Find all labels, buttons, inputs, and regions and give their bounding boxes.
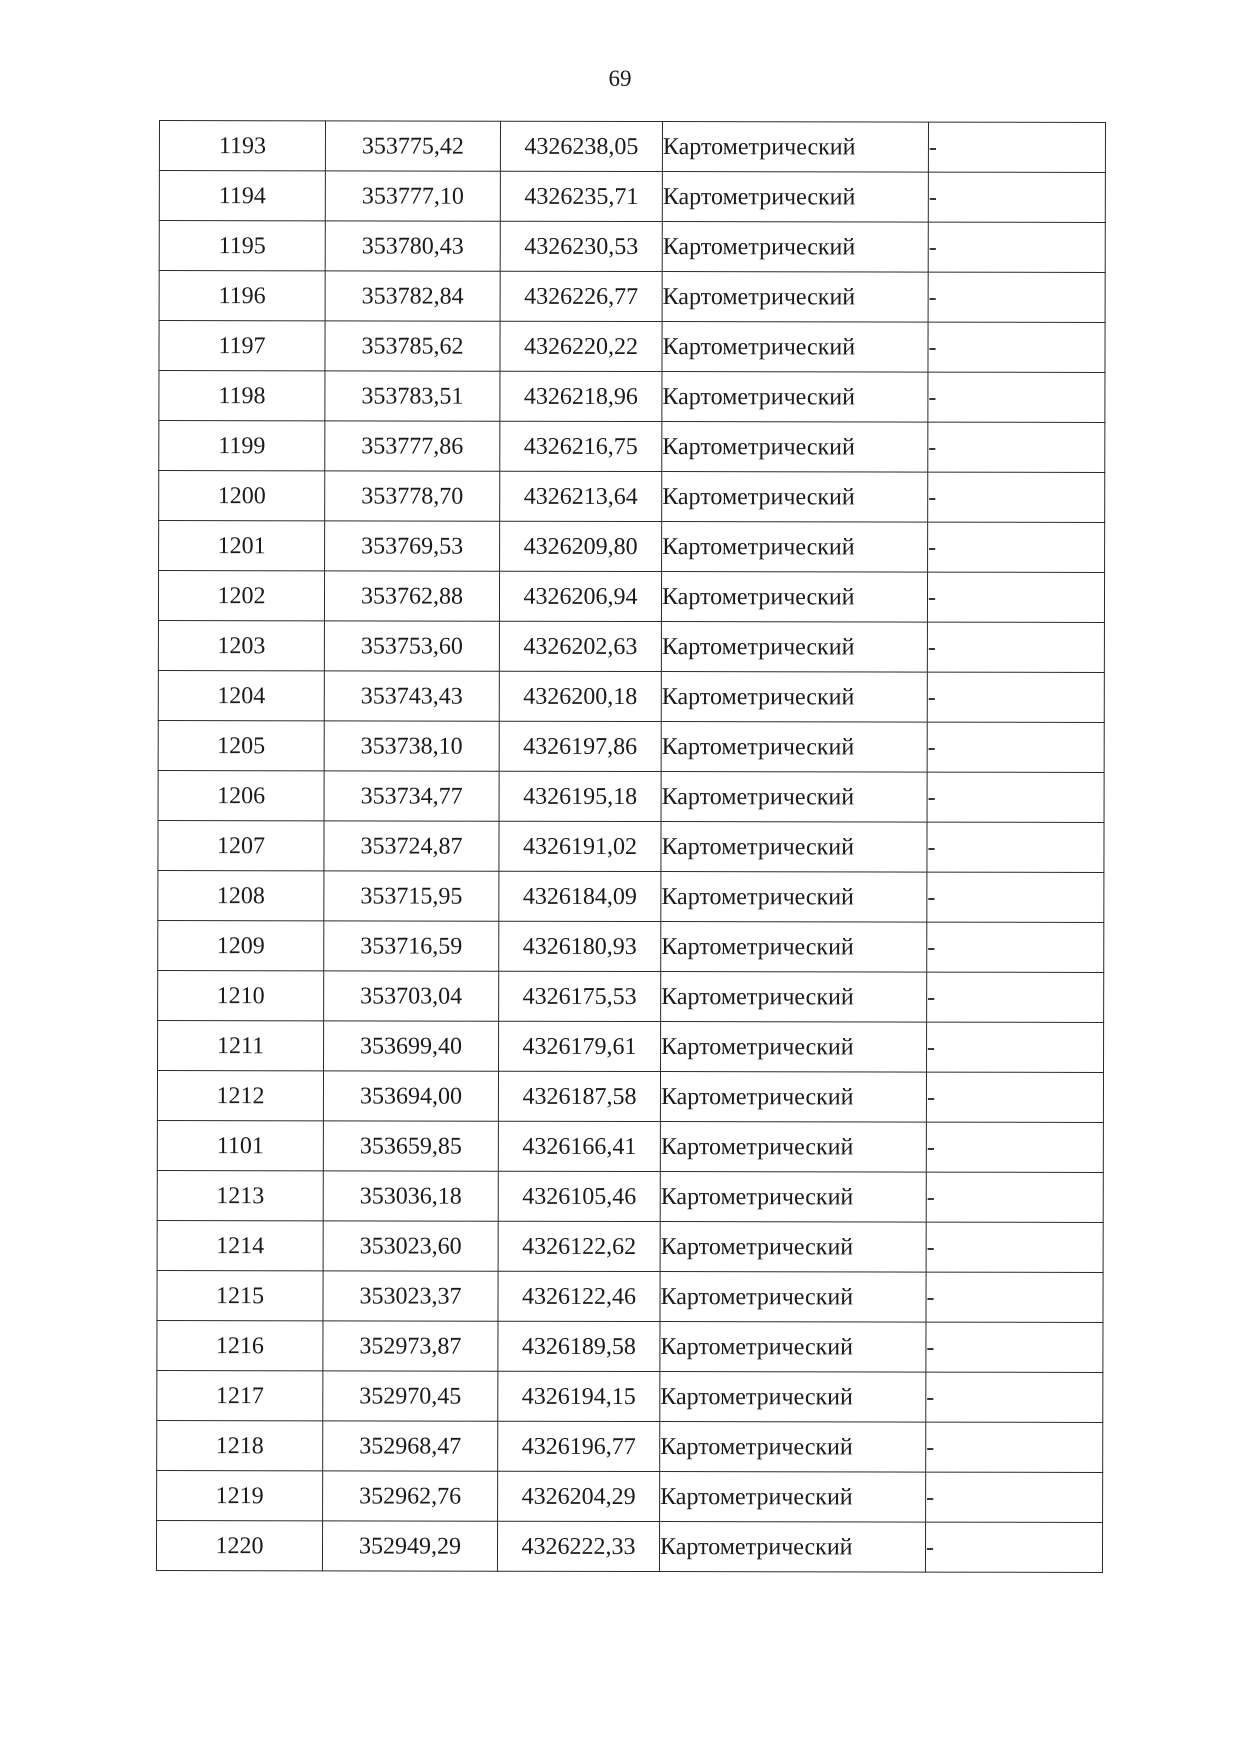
method-cell: Картометрический xyxy=(660,1072,926,1123)
x-coordinate-cell: 353769,53 xyxy=(325,521,500,571)
table-row xyxy=(159,171,1105,223)
method-cell: Картометрический xyxy=(660,1272,926,1323)
note-cell: - xyxy=(927,622,1104,672)
note-cell: - xyxy=(927,872,1104,922)
note-cell: - xyxy=(928,322,1105,372)
table-row xyxy=(159,421,1105,473)
point-number-cell: 1215 xyxy=(157,1270,323,1320)
note-cell: - xyxy=(925,1522,1102,1572)
x-coordinate-cell: 353036,18 xyxy=(323,1171,498,1221)
note-cell: - xyxy=(928,372,1105,422)
note-cell: - xyxy=(927,1022,1104,1072)
y-coordinate-cell: 4326213,64 xyxy=(500,471,662,521)
point-number-cell: 1211 xyxy=(158,1020,324,1070)
point-number-cell: 1206 xyxy=(158,770,324,820)
y-coordinate-cell: 4326122,62 xyxy=(498,1221,660,1271)
point-number-cell: 1101 xyxy=(157,1120,323,1170)
table-row xyxy=(157,1220,1103,1272)
note-cell: - xyxy=(927,672,1104,722)
method-cell: Картометрический xyxy=(662,122,928,173)
method-cell: Картометрический xyxy=(661,822,927,873)
note-cell: - xyxy=(928,222,1105,272)
method-cell: Картометрический xyxy=(662,272,928,323)
method-cell: Картометрический xyxy=(661,622,927,673)
note-cell: - xyxy=(926,1372,1103,1422)
point-number-cell: 1209 xyxy=(158,920,324,970)
method-cell: Картометрический xyxy=(660,1372,926,1423)
y-coordinate-cell: 4326197,86 xyxy=(499,721,661,771)
y-coordinate-cell: 4326166,41 xyxy=(498,1121,660,1171)
point-number-cell: 1201 xyxy=(159,521,325,571)
note-cell: - xyxy=(928,422,1105,472)
method-cell: Картометрический xyxy=(661,1022,927,1073)
table-row xyxy=(159,321,1105,373)
point-number-cell: 1214 xyxy=(157,1220,323,1270)
x-coordinate-cell: 353738,10 xyxy=(324,721,499,771)
note-cell: - xyxy=(927,772,1104,822)
point-number-cell: 1202 xyxy=(158,571,324,621)
method-cell: Картометрический xyxy=(660,1322,926,1373)
method-cell: Картометрический xyxy=(661,772,927,823)
point-number-cell: 1216 xyxy=(157,1320,323,1370)
point-number-cell: 1204 xyxy=(158,670,324,720)
y-coordinate-cell: 4326220,22 xyxy=(500,321,662,371)
y-coordinate-cell: 4326187,58 xyxy=(498,1071,660,1121)
method-cell: Картометрический xyxy=(660,1422,926,1473)
table-row xyxy=(158,770,1104,822)
y-coordinate-cell: 4326218,96 xyxy=(500,371,662,421)
note-cell: - xyxy=(926,1222,1103,1272)
x-coordinate-cell: 352973,87 xyxy=(323,1321,498,1371)
x-coordinate-cell: 352970,45 xyxy=(323,1371,498,1421)
method-cell: Картометрический xyxy=(661,872,927,923)
table-row xyxy=(158,870,1104,922)
point-number-cell: 1200 xyxy=(159,471,325,521)
note-cell: - xyxy=(926,1422,1103,1472)
y-coordinate-cell: 4326209,80 xyxy=(500,521,662,571)
table-row xyxy=(157,1070,1103,1122)
y-coordinate-cell: 4326216,75 xyxy=(500,421,662,471)
table-row xyxy=(159,371,1105,423)
y-coordinate-cell: 4326235,71 xyxy=(500,171,662,221)
point-number-cell: 1207 xyxy=(158,820,324,870)
table-row xyxy=(159,221,1105,273)
x-coordinate-cell: 352968,47 xyxy=(323,1421,498,1471)
y-coordinate-cell: 4326195,18 xyxy=(499,771,661,821)
page-number: 69 xyxy=(608,66,632,91)
x-coordinate-cell: 353780,43 xyxy=(325,221,500,271)
table-row xyxy=(158,820,1104,872)
point-number-cell: 1196 xyxy=(159,271,325,321)
table-row xyxy=(159,121,1105,173)
table-row xyxy=(159,271,1105,323)
method-cell: Картометрический xyxy=(662,172,928,223)
y-coordinate-cell: 4326222,33 xyxy=(497,1521,659,1571)
y-coordinate-cell: 4326238,05 xyxy=(500,121,662,171)
table-row xyxy=(158,571,1104,623)
x-coordinate-cell: 353659,85 xyxy=(323,1121,498,1171)
point-number-cell: 1205 xyxy=(158,720,324,770)
x-coordinate-cell: 353783,51 xyxy=(325,371,500,421)
method-cell: Картометрический xyxy=(661,972,927,1023)
method-cell: Картометрический xyxy=(659,1522,925,1573)
point-number-cell: 1194 xyxy=(159,171,325,221)
note-cell: - xyxy=(926,1172,1103,1222)
point-number-cell: 1208 xyxy=(158,870,324,920)
point-number-cell: 1195 xyxy=(159,221,325,271)
note-cell: - xyxy=(927,922,1104,972)
note-cell: - xyxy=(928,172,1105,222)
x-coordinate-cell: 352962,76 xyxy=(323,1471,498,1521)
method-cell: Картометрический xyxy=(662,372,928,423)
y-coordinate-cell: 4326179,61 xyxy=(499,1021,661,1071)
point-number-cell: 1217 xyxy=(157,1370,323,1420)
x-coordinate-cell: 352949,29 xyxy=(322,1521,497,1571)
note-cell: - xyxy=(926,1122,1103,1172)
method-cell: Картометрический xyxy=(662,322,928,373)
table-row xyxy=(157,1470,1103,1522)
note-cell: - xyxy=(928,522,1105,572)
x-coordinate-cell: 353724,87 xyxy=(324,821,499,871)
method-cell: Картометрический xyxy=(661,722,927,773)
method-cell: Картометрический xyxy=(662,472,928,523)
point-number-cell: 1203 xyxy=(158,620,324,670)
table-row xyxy=(157,1370,1103,1422)
table-row xyxy=(158,620,1104,672)
method-cell: Картометрический xyxy=(662,422,928,473)
x-coordinate-cell: 353703,04 xyxy=(324,971,499,1021)
table-row xyxy=(159,471,1105,523)
coordinates-table-body xyxy=(156,121,1105,1573)
note-cell: - xyxy=(927,822,1104,872)
point-number-cell: 1212 xyxy=(157,1070,323,1120)
method-cell: Картометрический xyxy=(661,672,927,723)
point-number-cell: 1197 xyxy=(159,321,325,371)
table-row xyxy=(157,1320,1103,1372)
method-cell: Картометрический xyxy=(662,522,928,573)
x-coordinate-cell: 353785,62 xyxy=(325,321,500,371)
x-coordinate-cell: 353743,43 xyxy=(324,671,499,721)
y-coordinate-cell: 4326194,15 xyxy=(498,1371,660,1421)
table-row xyxy=(157,1120,1103,1172)
y-coordinate-cell: 4326105,46 xyxy=(498,1171,660,1221)
x-coordinate-cell: 353753,60 xyxy=(324,621,499,671)
table-row xyxy=(157,1270,1103,1322)
y-coordinate-cell: 4326196,77 xyxy=(498,1421,660,1471)
point-number-cell: 1213 xyxy=(157,1170,323,1220)
x-coordinate-cell: 353716,59 xyxy=(324,921,499,971)
point-number-cell: 1198 xyxy=(159,371,325,421)
table-row xyxy=(156,1520,1102,1572)
note-cell: - xyxy=(927,722,1104,772)
y-coordinate-cell: 4326184,09 xyxy=(499,871,661,921)
note-cell: - xyxy=(927,572,1104,622)
table-row xyxy=(158,720,1104,772)
y-coordinate-cell: 4326122,46 xyxy=(498,1271,660,1321)
y-coordinate-cell: 4326180,93 xyxy=(499,921,661,971)
x-coordinate-cell: 353762,88 xyxy=(324,571,499,621)
table-row xyxy=(158,970,1104,1022)
x-coordinate-cell: 353023,60 xyxy=(323,1221,498,1271)
table-row xyxy=(158,670,1104,722)
note-cell: - xyxy=(927,972,1104,1022)
x-coordinate-cell: 353699,40 xyxy=(324,1021,499,1071)
table-row xyxy=(157,1420,1103,1472)
y-coordinate-cell: 4326202,63 xyxy=(499,621,661,671)
point-number-cell: 1193 xyxy=(159,121,325,171)
note-cell: - xyxy=(928,122,1105,172)
y-coordinate-cell: 4326189,58 xyxy=(498,1321,660,1371)
point-number-cell: 1199 xyxy=(159,421,325,471)
note-cell: - xyxy=(926,1072,1103,1122)
method-cell: Картометрический xyxy=(660,1222,926,1273)
table-row xyxy=(157,1170,1103,1222)
note-cell: - xyxy=(926,1272,1103,1322)
method-cell: Картометрический xyxy=(661,572,927,623)
coordinates-table xyxy=(156,120,1106,1573)
y-coordinate-cell: 4326226,77 xyxy=(500,271,662,321)
method-cell: Картометрический xyxy=(660,1472,926,1523)
y-coordinate-cell: 4326204,29 xyxy=(498,1471,660,1521)
point-number-cell: 1220 xyxy=(156,1520,322,1570)
note-cell: - xyxy=(926,1322,1103,1372)
y-coordinate-cell: 4326206,94 xyxy=(499,571,661,621)
x-coordinate-cell: 353694,00 xyxy=(323,1071,498,1121)
method-cell: Картометрический xyxy=(662,222,928,273)
y-coordinate-cell: 4326230,53 xyxy=(500,221,662,271)
y-coordinate-cell: 4326200,18 xyxy=(499,671,661,721)
x-coordinate-cell: 353782,84 xyxy=(325,271,500,321)
note-cell: - xyxy=(928,472,1105,522)
method-cell: Картометрический xyxy=(660,1172,926,1223)
y-coordinate-cell: 4326191,02 xyxy=(499,821,661,871)
x-coordinate-cell: 353775,42 xyxy=(325,121,500,171)
x-coordinate-cell: 353023,37 xyxy=(323,1271,498,1321)
method-cell: Картометрический xyxy=(661,922,927,973)
table-row xyxy=(158,920,1104,972)
point-number-cell: 1218 xyxy=(157,1420,323,1470)
y-coordinate-cell: 4326175,53 xyxy=(499,971,661,1021)
table-row xyxy=(158,1020,1104,1072)
table-row xyxy=(159,521,1105,573)
point-number-cell: 1219 xyxy=(157,1470,323,1520)
x-coordinate-cell: 353778,70 xyxy=(325,471,500,521)
x-coordinate-cell: 353777,10 xyxy=(325,171,500,221)
point-number-cell: 1210 xyxy=(158,970,324,1020)
note-cell: - xyxy=(928,272,1105,322)
x-coordinate-cell: 353715,95 xyxy=(324,871,499,921)
x-coordinate-cell: 353777,86 xyxy=(325,421,500,471)
x-coordinate-cell: 353734,77 xyxy=(324,771,499,821)
method-cell: Картометрический xyxy=(660,1122,926,1173)
note-cell: - xyxy=(926,1472,1103,1522)
